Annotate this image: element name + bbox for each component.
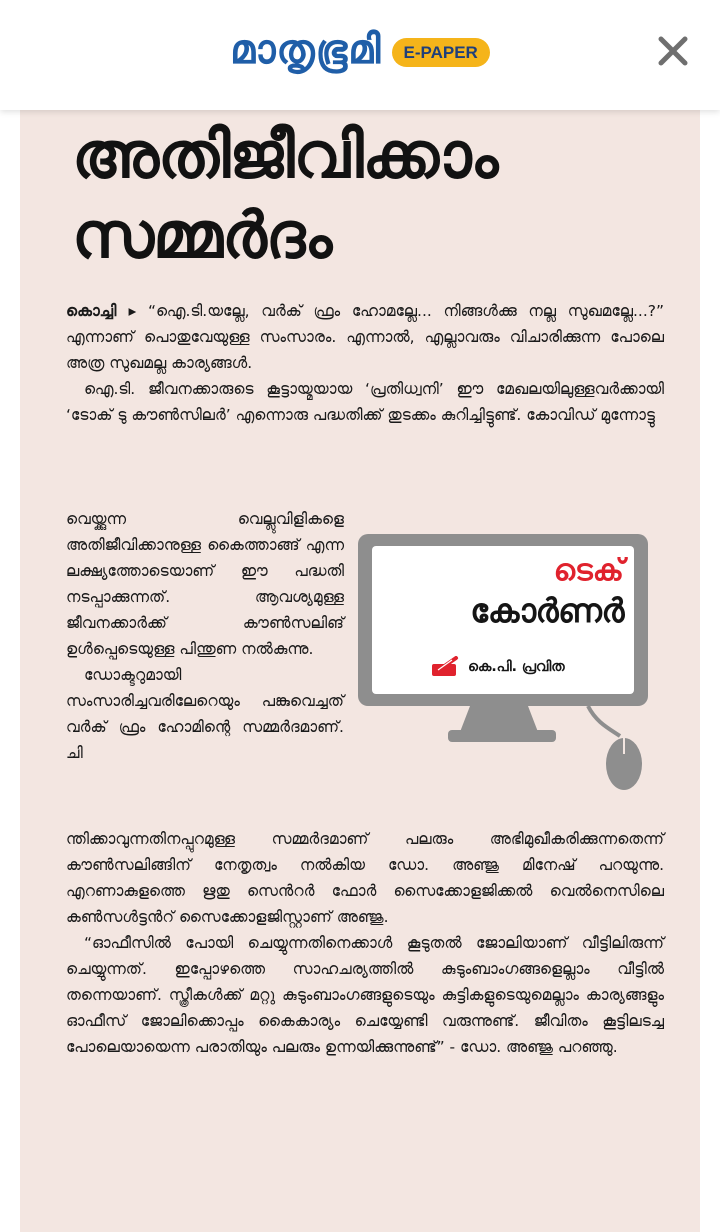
brand-name: മാതൃഭൂമി — [230, 26, 382, 73]
paragraph-2: ഐ.ടി. ജീവനക്കാരുടെ കൂട്ടായ്മയായ ‘പ്രതിധ്വനി’ ഈ മേഖലയിലുള്ളവർക്കായി ‘ടോക് ടു കൗൺസിലർ’ എന്നൊരു പദ്ധതിക്ക് തുടക്കം കുറിച്ചിട്ടുണ്ട്. കോവിഡ് മുന്നോട്ടു — [66, 380, 664, 424]
article-body-narrow — [66, 506, 344, 766]
article-body-upper — [66, 298, 664, 428]
paragraph-3: ഡോക്ടറുമായി സംസാരിച്ചവരിലേറെയും പങ്കുവെച്ചത് വർക് ഫ്രം ഹോമിന്റെ സമ്മർദമാണ്. ചി — [66, 666, 344, 762]
pen-icon — [430, 656, 460, 678]
epaper-badge: E-PAPER — [392, 38, 490, 67]
close-icon — [656, 34, 690, 68]
tech-corner-title — [414, 553, 624, 630]
tech-corner-title-line-2: കോർണർ — [470, 591, 624, 630]
article-headline — [72, 116, 672, 276]
article-body-lower — [66, 826, 664, 1060]
paragraph-1 — [66, 298, 664, 376]
paragraph-4: “ഓഫീസിൽ പോയി ചെയ്യുന്നതിനെക്കാൾ കൂടുതൽ ജോലിയാണ് വീട്ടിലിരുന്ന് ചെയ്യുന്നത്. ഇപ്പോഴത്തെ സാഹചര്യത്തിൽ കുടുംബാംഗങ്ങളെല്ലാം വീട്ടിൽ തന്നെയാണ്. സ്ത്രീകൾക്ക് മറ്റു കുടുംബാംഗങ്ങളുടെയും കുട്ടികളുടെയുമെല്ലാം കാര്യങ്ങളും ഓഫീസ് ജോലിക്കൊപ്പം കൈകാര്യം ചെയ്യേണ്ടി വരുന്നുണ്ട്. ജീവിതം കൂട്ടിലടച്ച പോലെയായെന്ന പരാതിയും പലരും ഉന്നയിക്കുന്നുണ്ട്” - ഡോ. അഞ്ജു പറഞ്ഞു. — [66, 934, 665, 1056]
paragraph-3-continued: ന്തിക്കാവുന്നതിനപ്പുറമുള്ള സമ്മർദമാണ് പലരും അഭിമുഖീകരിക്കുന്നതെന്ന് കൗൺസലിങ്ങിന് നേതൃത്വം നൽകിയ ഡോ. അഞ്ജു മിനേഷ് പറയുന്നു. എറണാകുളത്തെ ഋതു സെൻറർ ഫോർ സൈക്കോളജിക്കൽ വെൽനെസിലെ കൺസൾട്ടൻറ് സൈക്കോളജിസ്റ്റാണ് അഞ്ജു. — [66, 830, 664, 926]
tech-corner-title-line-1: ടെക് — [553, 553, 624, 588]
byline-name: കെ.പി. പ്രവിത — [468, 659, 565, 675]
close-button[interactable] — [656, 34, 690, 68]
paragraph-1-text: “ഐ.ടി.യല്ലേ, വർക് ഫ്രം ഹോമല്ലേ... നിങ്ങൾക്കു നല്ല സുഖമല്ലേ...?” എന്നാണ് പൊതുവേയുള്ള സംസാരം. എന്നാൽ, എല്ലാവരും വിചാരിക്കുന്ന പോലെ അത്ര സുഖമല്ല കാര്യങ്ങൾ. — [66, 302, 665, 372]
headline-line-1: അതിജീവിക്കാം — [72, 119, 498, 193]
tech-corner-byline — [430, 656, 565, 678]
tech-corner-graphic — [352, 528, 662, 798]
paragraph-2-continued: വെയ്ക്കുന്ന വെല്ലുവിളികളെ അതിജീവിക്കാനുള്ള കൈത്താങ്ങ് എന്ന ലക്ഷ്യത്തോടെയാണ് ഈ പദ്ധതി നടപ്പാക്കുന്നത്. ആവശ്യമുള്ള ജീവനക്കാർക്ക് കൗൺസലിങ് ഉൾപ്പെടെയുള്ള പിന്തുണ നൽകുന്നു. — [66, 510, 344, 658]
dateline: കൊച്ചി ▸ — [66, 302, 137, 320]
brand-logo — [0, 26, 720, 73]
epaper-clipping — [20, 110, 700, 1232]
headline-line-2: സമ്മർദം — [72, 199, 332, 273]
app-header — [0, 0, 720, 110]
